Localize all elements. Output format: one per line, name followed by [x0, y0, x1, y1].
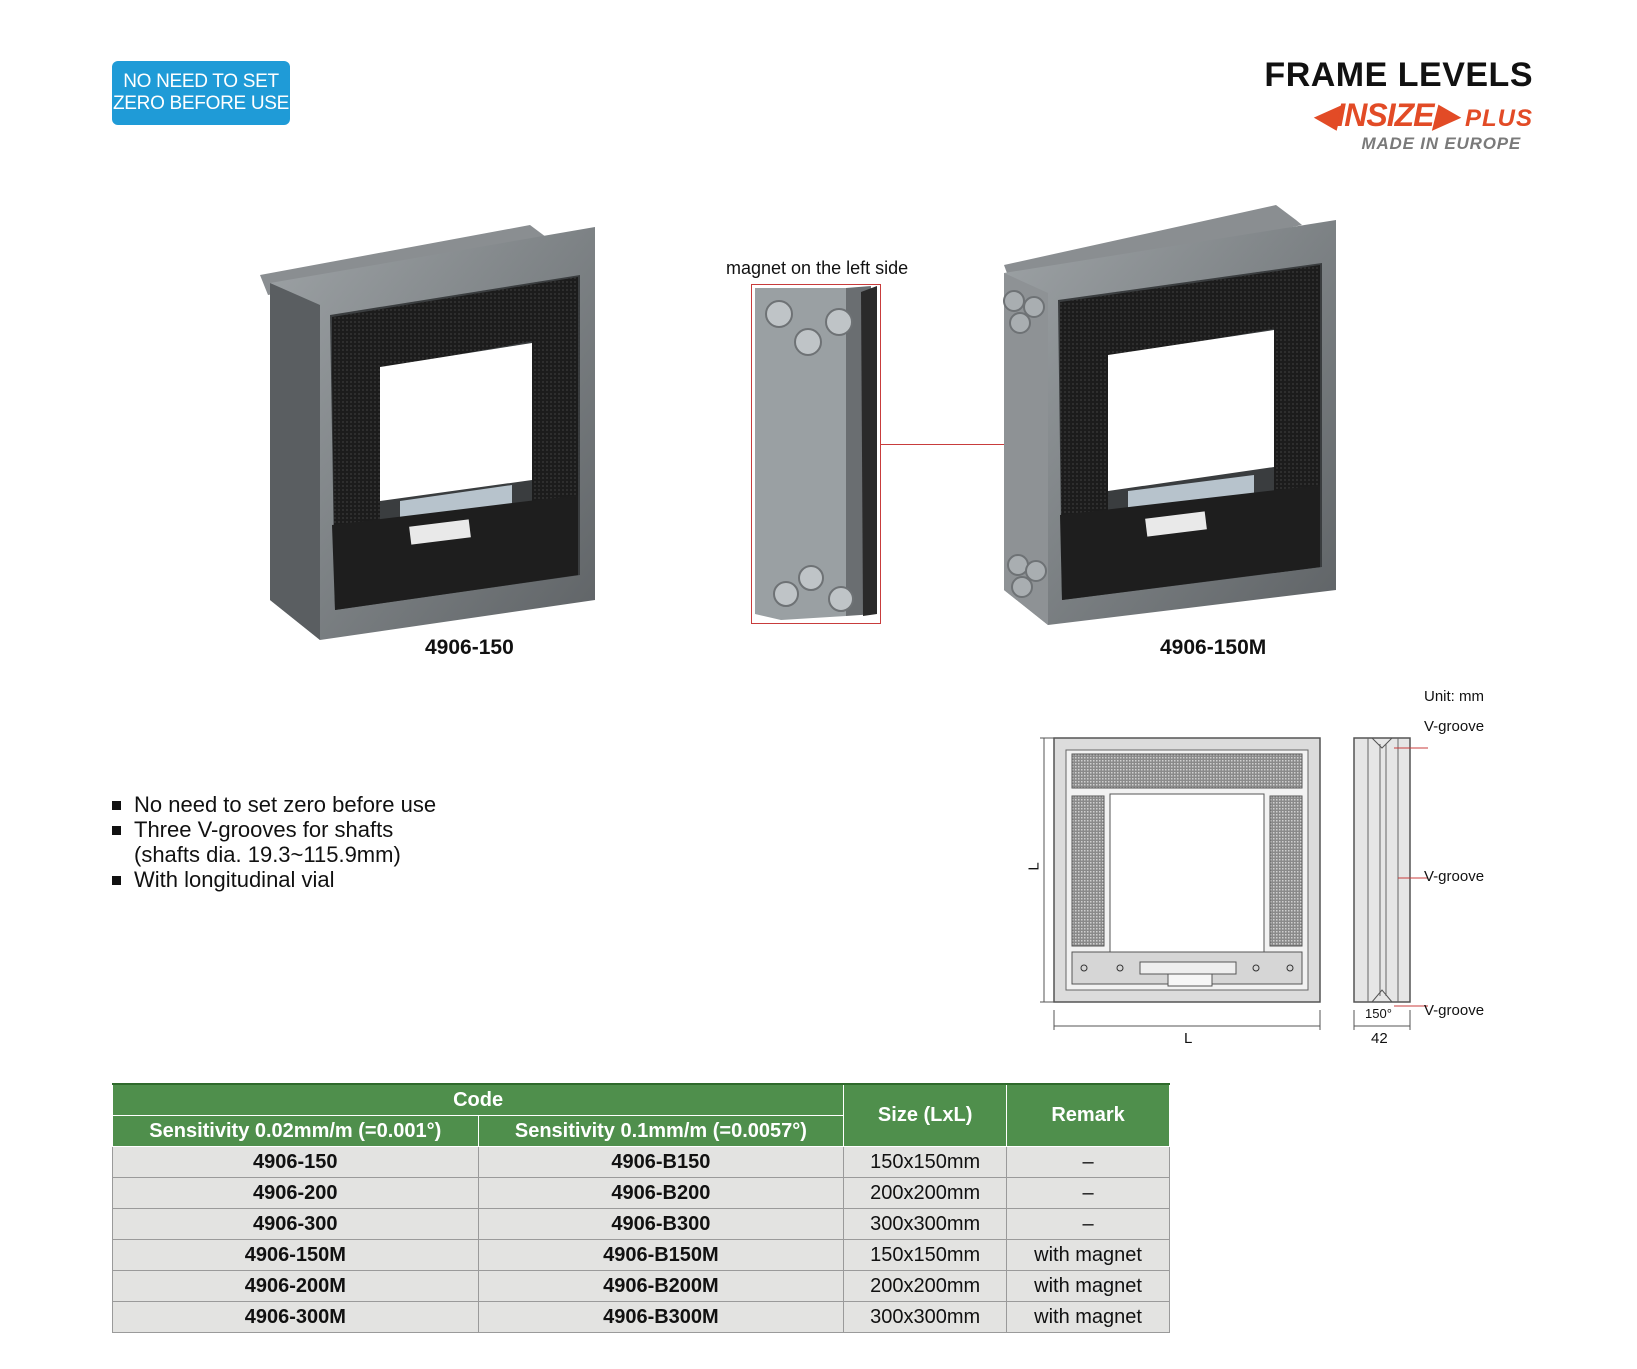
feature-list — [112, 792, 436, 892]
remark-cell: with magnet — [1007, 1240, 1170, 1271]
size-cell: 150x150mm — [844, 1147, 1007, 1178]
feature-item — [112, 817, 436, 867]
remark-cell: – — [1007, 1147, 1170, 1178]
bullet-square-icon — [112, 801, 121, 810]
bullet-square-icon — [112, 876, 121, 885]
brand-logo-arrow-left-icon: ◀ — [1312, 97, 1337, 133]
size-cell: 300x300mm — [844, 1302, 1007, 1333]
code-sensitivity-2-cell: 4906-B150 — [478, 1147, 844, 1178]
header-code: Code — [113, 1084, 844, 1116]
feature-item — [112, 867, 436, 892]
code-sensitivity-1-cell: 4906-150 — [113, 1147, 479, 1178]
code-sensitivity-1-cell: 4906-300 — [113, 1209, 479, 1240]
table-row — [113, 1271, 1170, 1302]
feature-text: No need to set zero before use — [134, 792, 437, 817]
header-size: Size (LxL) — [844, 1084, 1007, 1147]
zero-setting-badge — [112, 61, 290, 125]
remark-cell: with magnet — [1007, 1271, 1170, 1302]
header-sensitivity-1: Sensitivity 0.02mm/m (=0.001°) — [113, 1116, 479, 1147]
feature-text: With longitudinal vial — [134, 867, 335, 892]
vgroove-label-bottom: V-groove — [1424, 1002, 1485, 1019]
code-sensitivity-1-cell: 4906-200M — [113, 1271, 479, 1302]
size-cell: 300x300mm — [844, 1209, 1007, 1240]
vgroove-label-top: V-groove — [1424, 718, 1485, 735]
product-caption-2: 4906-150M — [1160, 636, 1267, 659]
code-sensitivity-2-cell: 4906-B300 — [478, 1209, 844, 1240]
code-sensitivity-2-cell: 4906-B200M — [478, 1271, 844, 1302]
remark-cell: with magnet — [1007, 1302, 1170, 1333]
frame-level-photo — [250, 205, 610, 645]
code-sensitivity-2-cell: 4906-B300M — [478, 1302, 844, 1333]
page-title: FRAME LEVELS — [1264, 56, 1533, 94]
unit-label: Unit: mm — [1424, 688, 1484, 705]
frame-level-magnet-photo — [996, 195, 1346, 635]
code-sensitivity-1-cell: 4906-200 — [113, 1178, 479, 1209]
size-cell: 200x200mm — [844, 1271, 1007, 1302]
table-row — [113, 1240, 1170, 1271]
vgroove-label-middle: V-groove — [1424, 868, 1485, 885]
table-row — [113, 1302, 1170, 1333]
code-sensitivity-2-cell: 4906-B200 — [478, 1178, 844, 1209]
feature-items — [112, 792, 436, 892]
code-sensitivity-1-cell: 4906-300M — [113, 1302, 479, 1333]
specification-table — [112, 1083, 1170, 1333]
badge-line-2: ZERO BEFORE USE — [112, 93, 290, 114]
feature-text: Three V-grooves for shafts — [134, 817, 394, 842]
bullet-square-icon — [112, 826, 121, 835]
header-sensitivity-2: Sensitivity 0.1mm/m (=0.0057°) — [478, 1116, 844, 1147]
table-row — [113, 1209, 1170, 1240]
width-label: 42 — [1371, 1030, 1388, 1047]
side-view-drawing — [1350, 730, 1430, 1050]
magnet-side-photo — [751, 284, 881, 624]
size-cell: 150x150mm — [844, 1240, 1007, 1271]
remark-cell: – — [1007, 1178, 1170, 1209]
header-remark: Remark — [1007, 1084, 1170, 1147]
table-row — [113, 1147, 1170, 1178]
badge-line-1: NO NEED TO SET — [123, 71, 279, 92]
brand-subtitle: MADE IN EUROPE — [1361, 134, 1521, 153]
product-caption-1: 4906-150 — [425, 636, 514, 659]
table-body — [113, 1147, 1170, 1333]
dimension-l-horizontal: L — [1184, 1030, 1193, 1047]
code-sensitivity-1-cell: 4906-150M — [113, 1240, 479, 1271]
angle-label: 150° — [1365, 1006, 1392, 1021]
brand-logo — [1313, 96, 1533, 134]
remark-cell: – — [1007, 1209, 1170, 1240]
dimension-l-vertical: L — [1025, 862, 1043, 871]
brand-logo-arrow-right-icon: ▶ — [1433, 97, 1458, 133]
feature-item — [112, 792, 436, 817]
feature-text: (shafts dia. 19.3~115.9mm) — [134, 842, 401, 867]
front-view-drawing — [1030, 730, 1340, 1050]
table-row — [113, 1178, 1170, 1209]
magnet-note: magnet on the left side — [726, 258, 909, 278]
size-cell: 200x200mm — [844, 1178, 1007, 1209]
brand-logo-suffix: PLUS — [1464, 105, 1533, 132]
code-sensitivity-2-cell: 4906-B150M — [478, 1240, 844, 1271]
brand-logo-text: INSIZE — [1336, 97, 1434, 133]
